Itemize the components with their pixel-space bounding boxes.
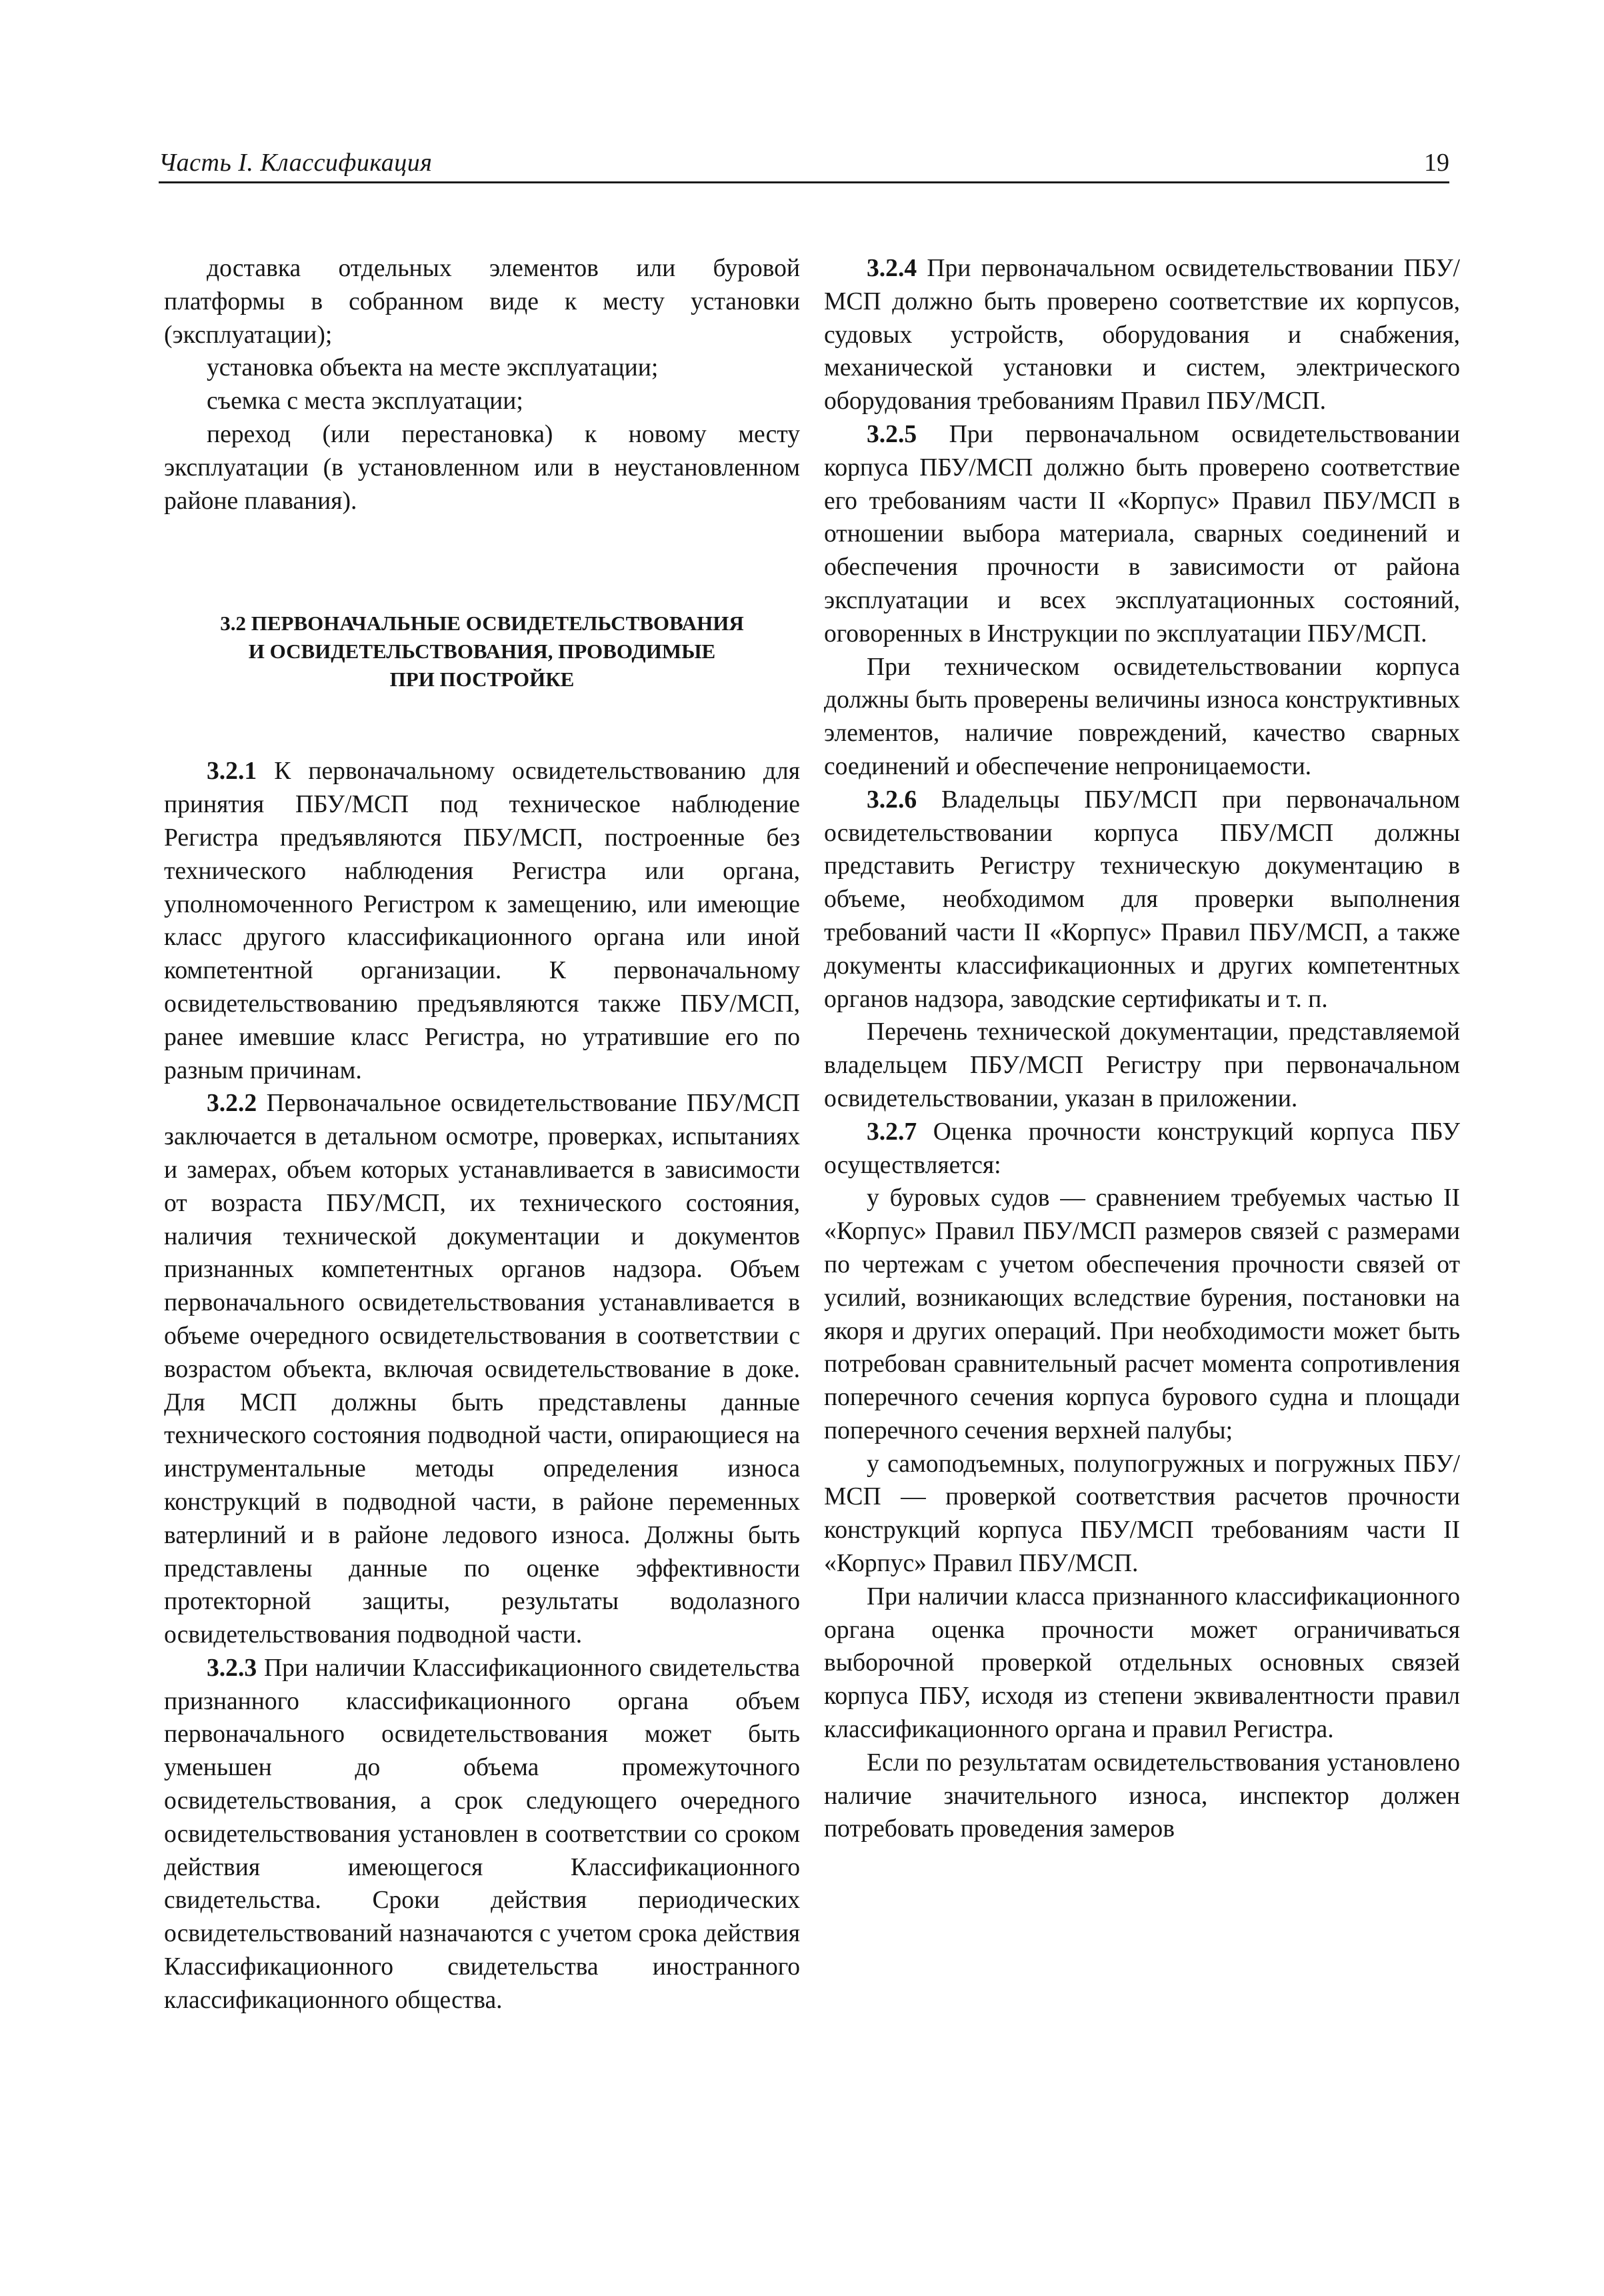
right-column	[824, 252, 1460, 1846]
paragraph-hull-inspection: При техническом освидетельствовании корпуса должны быть проверены величины износа конструктивных элементов, наличие повреждений, качество сварных соединений и обеспечение непроницаемости.	[824, 653, 1460, 780]
clause-number: 3.2.3	[207, 1654, 257, 1682]
paragraph-delivery: доставка отдельных элементов или буровой платформы в собранном виде к месту установки (эксплуатации);	[164, 255, 800, 349]
clause-text: Владельцы ПБУ/МСП при первоначальном освидетельствовании корпуса ПБУ/МСП должны представить Регистру техническую документацию в объеме, необходимом для проверки выполнения требований части II «Корпус» Правил ПБУ/МСП, а также документы классификационных и других компетентных органов надзора, заводские сертификаты и т. п.	[824, 786, 1460, 1013]
clause-number: 3.2.1	[207, 758, 257, 786]
clause-number: 3.2.5	[867, 420, 917, 448]
paragraph-installation: установка объекта на месте эксплуатации;	[207, 354, 659, 382]
paragraph-3-2-2	[164, 1087, 800, 1652]
running-header	[159, 141, 1449, 183]
paragraph-3-2-5	[824, 418, 1460, 651]
section-heading-3-2	[164, 610, 800, 694]
paragraph-class-assessment: При наличии класса признанного классификационного органа оценка прочности может ограничиваться выборочной проверкой отдельных основных связей корпуса ПБУ, исходя из степени эквивалентности правил классификационного органа и правил Регистра.	[824, 1582, 1460, 1744]
clause-number: 3.2.6	[867, 786, 917, 814]
clause-text: При первоначальном освидетельствовании ПБУ/МСП должно быть проверено соответствие их корпусов, судовых устройств, оборудования и снабжения, механической установки и систем, электрического оборудования требованиям Правил ПБУ/МСП.	[824, 255, 1460, 415]
paragraph-jackup-units: у самоподъемных, полупогружных и погружных ПБУ/МСП — проверкой соответствия расчетов прочности конструкций корпуса ПБУ/МСП требованиям части II «Корпус» Правил ПБУ/МСП.	[824, 1450, 1460, 1578]
clause-number: 3.2.2	[207, 1090, 257, 1118]
clause-text: Первоначальное освидетельствование ПБУ/МСП заключается в детальном осмотре, проверках, испытаниях и замерах, объем которых устанавливается в зависимости от возраста ПБУ/МСП, их технического состояния, наличия технической документации и документов признанных компетентных органов надзора. Объем первоначального освидетельствования устанавливается в объеме очередного освидетельствования в соответствии с возрастом объекта, включая освидетельствование в доке. Для МСП должны быть представлены данные технического состояния подводной части, опирающиеся на инструментальные методы определения износа конструкций в подводной части, в районе переменных ватерлиний и в районе ледового износа. Должны быть представлены данные по оценке эффективности протекторной защиты, результаты водолазного освидетельствования подводной части.	[164, 1090, 800, 1649]
paragraph-removal: съемка с места эксплуатации;	[207, 387, 523, 415]
paragraph-documentation-list: Перечень технической документации, представляемой владельцем ПБУ/МСП Регистру при первоначальном освидетельствовании, указан в приложении.	[824, 1018, 1460, 1112]
clause-number: 3.2.4	[867, 255, 917, 282]
clause-text: К первоначальному освидетельствованию для принятия ПБУ/МСП под техническое наблюдение Регистра предъявляются ПБУ/МСП, построенные без технического наблюдения Регистра или органа, уполномоченного Регистром к замещению, или имеющие класс другого классификационного органа или иной компетентной организации. К первоначальному освидетельствованию предъявляются также ПБУ/МСП, ранее имевшие класс Регистра, но утратившие его по разным причинам.	[164, 758, 800, 1084]
paragraph-3-2-4	[824, 252, 1460, 418]
paragraph-transit: переход (или перестановка) к новому месту эксплуатации (в установленном или в неустановленном районе плавания).	[164, 420, 800, 515]
section-heading-line: И ОСВИДЕТЕЛЬСТВОВАНИЯ, ПРОВОДИМЫЕ	[248, 640, 716, 664]
clause-text: При наличии Классификационного свидетельства признанного классификационного органа объем первоначального освидетельствования может быть уменьшен до объема промежуточного освидетельствования, а срок следующего очередного освидетельствования установлен в соответствии со сроком действия имеющегося Классификационного свидетельства. Сроки действия периодических освидетельствований назначаются с учетом срока действия Классификационного свидетельства иностранного классификационного общества.	[164, 1654, 800, 2014]
section-heading-line: ПРИ ПОСТРОЙКЕ	[389, 668, 575, 692]
paragraph-3-2-3	[164, 1652, 800, 2017]
clause-text: Оценка прочности конструкций корпуса ПБУ осуществляется:	[824, 1118, 1460, 1179]
left-column	[164, 252, 800, 2017]
clause-text: При первоначальном освидетельствовании корпуса ПБУ/МСП должно быть проверено соответствие его требованиям части II «Корпус» Правил ПБУ/МСП в отношении выбора материала, сварных соединений и обеспечения прочности в зависимости от района эксплуатации и всех эксплуатационных состояний, оговоренных в Инструкции по эксплуатации ПБУ/МСП.	[824, 420, 1460, 648]
paragraph-3-2-6	[824, 784, 1460, 1016]
paragraph-wear-measurement: Если по результатам освидетельствования установлено наличие значительного износа, инспектор должен потребовать проведения замеров	[824, 1749, 1460, 1843]
header-title: Часть I. Классификация	[159, 149, 433, 177]
paragraph-3-2-7	[824, 1116, 1460, 1182]
clause-number: 3.2.7	[867, 1118, 917, 1146]
page-number: 19	[1424, 149, 1449, 177]
paragraph-drilling-ships: у буровых судов — сравнением требуемых частью II «Корпус» Правил ПБУ/МСП размеров связей с размерами по чертежам с учетом обеспечения прочности связей от усилий, возникающих вследствие бурения, постановки на якоря и других операций. При необходимости может быть потребован сравнительный расчет момента сопротивления поперечного сечения корпуса бурового судна и площади поперечного сечения верхней палубы;	[824, 1184, 1460, 1444]
paragraph-3-2-1	[164, 755, 800, 1087]
section-heading-line: 3.2 ПЕРВОНАЧАЛЬНЫЕ ОСВИДЕТЕЛЬСТВОВАНИЯ	[220, 612, 744, 636]
